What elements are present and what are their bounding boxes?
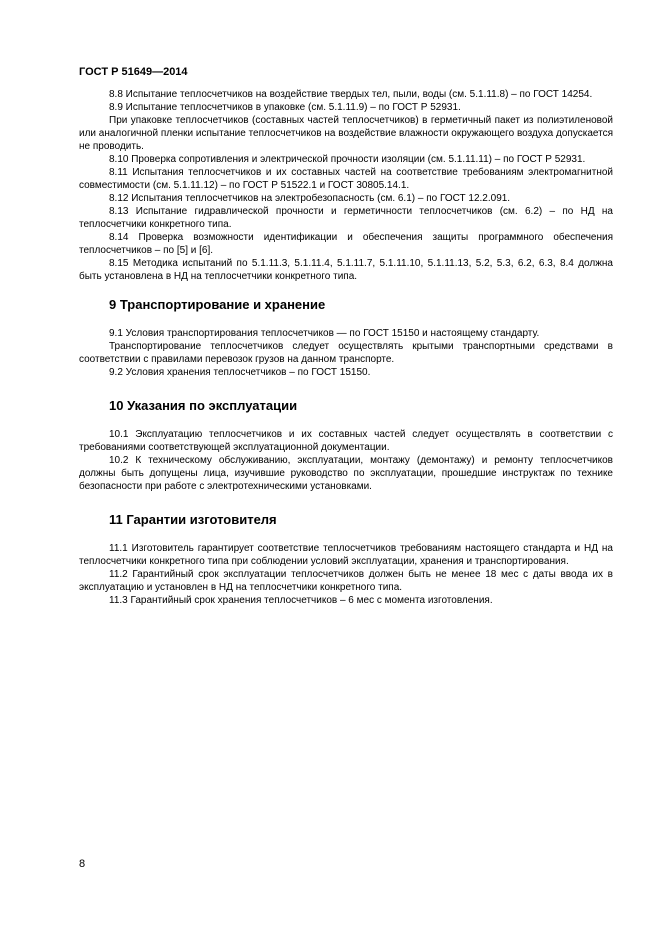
paragraph-8-10: 8.10 Проверка сопротивления и электрической прочности изоляции (см. 5.1.11.11) – по ГОСТ Р 52931. — [109, 154, 586, 165]
paragraph-8-13: 8.13 Испытание гидравлической прочности и герметичности теплосчетчиков (см. 6.2) – по НД на теплосчетчики конкретного типа. — [79, 206, 613, 230]
paragraph-9-2: 9.2 Условия хранения теплосчетчиков – по ГОСТ 15150. — [109, 367, 371, 378]
section-9-heading: 9 Транспортирование и хранение — [109, 297, 326, 312]
paragraph-10-1: 10.1 Эксплуатацию теплосчетчиков и их составных частей следует осуществлять в соответствии с требованиями соответствующей эксплуатационной документации. — [79, 429, 613, 453]
paragraph-11-3: 11.3 Гарантийный срок хранения теплосчетчиков – 6 мес с момента изготовления. — [109, 595, 493, 606]
document-header: ГОСТ Р 51649—2014 — [79, 66, 188, 78]
paragraph-8-12: 8.12 Испытания теплосчетчиков на электробезопасность (см. 6.1) – по ГОСТ 12.2.091. — [109, 193, 511, 204]
paragraph-8-14: 8.14 Проверка возможности идентификации и обеспечения защиты программного обеспечения теплосчетчиков – по [5] и [6]. — [79, 232, 613, 256]
paragraph-8-15: 8.15 Методика испытаний по 5.1.11.3, 5.1.11.4, 5.1.11.7, 5.1.11.10, 5.1.11.13, 5.2, 5.3, 6.2, 6.3, 8.4 должна быть установлена в НД на теплосчетчики конкретного типа. — [79, 258, 613, 282]
document-body — [79, 88, 613, 607]
paragraph-8-9: 8.9 Испытание теплосчетчиков в упаковке (см. 5.1.11.9) – по ГОСТ Р 52931. — [109, 102, 461, 113]
paragraph-8-9-note: При упаковке теплосчетчиков (составных частей теплосчетчиков) в герметичный пакет из полиэтиленовой или аналогичной пленки испытание теплосчетчиков на воздействие влажности окружающего воздуха допускается не проводить. — [79, 115, 613, 152]
section-10-heading: 10 Указания по эксплуатации — [109, 398, 298, 413]
paragraph-11-2: 11.2 Гарантийный срок эксплуатации теплосчетчиков должен быть не менее 18 мес с даты ввода их в эксплуатацию и установлен в НД на теплосчетчики конкретного типа. — [79, 569, 613, 593]
page-number: 8 — [79, 858, 86, 870]
section-11-heading: 11 Гарантии изготовителя — [109, 512, 277, 527]
paragraph-8-11: 8.11 Испытания теплосчетчиков и их составных частей на соответствие требованиям электромагнитной совместимости (см. 5.1.11.12) – по ГОСТ Р 51522.1 и ГОСТ 30805.14.1. — [79, 167, 613, 191]
paragraph-8-8: 8.8 Испытание теплосчетчиков на воздействие твердых тел, пыли, воды (см. 5.1.11.8) – по ГОСТ 14254. — [109, 89, 593, 100]
paragraph-9-1: 9.1 Условия транспортирования теплосчетчиков — по ГОСТ 15150 и настоящему стандарту. — [109, 328, 540, 339]
paragraph-11-1: 11.1 Изготовитель гарантирует соответствие теплосчетчиков требованиям настоящего стандарта и НД на теплосчетчики конкретного типа при соблюдении условий эксплуатации, хранения и транспортирования. — [79, 543, 613, 567]
paragraph-10-2: 10.2 К техническому обслуживанию, эксплуатации, монтажу (демонтажу) и ремонту теплосчетчиков должны быть допущены лица, изучившие руководство по эксплуатации, прошедшие инструктаж по технике безопасности при работе с электротехническими установками. — [79, 455, 613, 492]
paragraph-9-1-transport: Транспортирование теплосчетчиков следует осуществлять крытыми транспортными средствами в соответствии с правилами перевозок грузов на данном транспорте. — [79, 341, 613, 365]
